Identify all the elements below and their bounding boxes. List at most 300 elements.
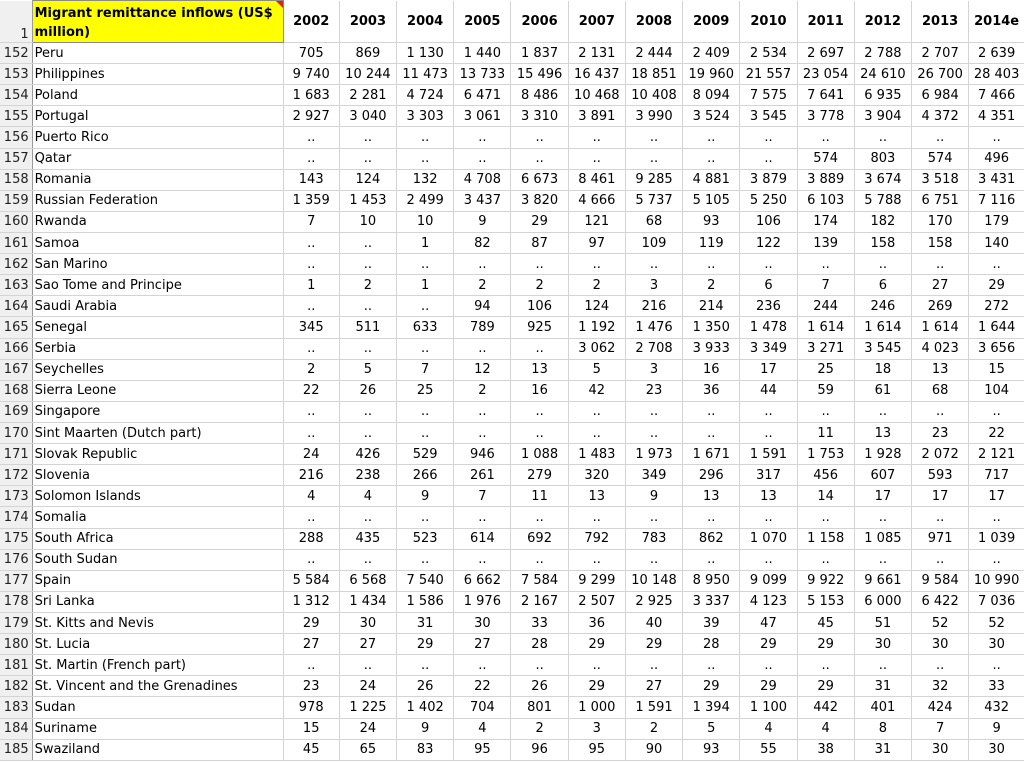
value-cell[interactable]: 17 [912, 486, 969, 507]
value-cell[interactable]: 9 584 [912, 570, 969, 591]
value-cell[interactable]: 6 [740, 275, 797, 296]
value-cell[interactable]: 30 [912, 634, 969, 655]
value-cell[interactable]: 7 466 [969, 85, 1024, 106]
value-cell[interactable]: .. [283, 127, 339, 148]
value-cell[interactable]: 7 575 [740, 85, 797, 106]
value-cell[interactable]: .. [397, 338, 454, 359]
value-cell[interactable]: 18 851 [625, 64, 682, 85]
country-cell[interactable]: Peru [32, 43, 283, 64]
value-cell[interactable]: 44 [740, 380, 797, 401]
value-cell[interactable]: .. [625, 127, 682, 148]
country-cell[interactable]: Swaziland [32, 739, 283, 760]
value-cell[interactable]: .. [740, 148, 797, 169]
value-cell[interactable]: .. [568, 655, 625, 676]
value-cell[interactable]: 7 584 [511, 570, 568, 591]
country-cell[interactable]: South Sudan [32, 549, 283, 570]
value-cell[interactable]: 23 054 [797, 64, 854, 85]
value-cell[interactable]: 2 697 [797, 43, 854, 64]
value-cell[interactable]: .. [283, 338, 339, 359]
value-cell[interactable]: 158 [854, 232, 911, 253]
value-cell[interactable]: 6 662 [454, 570, 511, 591]
value-cell[interactable]: 31 [397, 612, 454, 633]
value-cell[interactable]: 51 [854, 612, 911, 633]
value-cell[interactable]: 279 [511, 465, 568, 486]
value-cell[interactable]: 7 [454, 486, 511, 507]
value-cell[interactable]: 11 [797, 422, 854, 443]
value-cell[interactable]: 3 990 [625, 106, 682, 127]
country-cell[interactable]: Sint Maarten (Dutch part) [32, 422, 283, 443]
value-cell[interactable]: .. [797, 401, 854, 422]
value-cell[interactable]: 3 [625, 275, 682, 296]
row-number[interactable]: 170 [0, 422, 32, 443]
value-cell[interactable]: .. [625, 148, 682, 169]
row-number[interactable]: 179 [0, 612, 32, 633]
value-cell[interactable]: 2 499 [397, 190, 454, 211]
row-number[interactable]: 185 [0, 739, 32, 760]
value-cell[interactable]: .. [397, 127, 454, 148]
value-cell[interactable]: 15 496 [511, 64, 568, 85]
value-cell[interactable]: 13 733 [454, 64, 511, 85]
value-cell[interactable]: .. [740, 254, 797, 275]
value-cell[interactable]: .. [854, 401, 911, 422]
country-cell[interactable]: Somalia [32, 507, 283, 528]
value-cell[interactable]: 11 [511, 486, 568, 507]
value-cell[interactable]: 36 [683, 380, 740, 401]
row-number[interactable]: 159 [0, 190, 32, 211]
value-cell[interactable]: 269 [912, 296, 969, 317]
value-cell[interactable]: 1 591 [740, 444, 797, 465]
row-number[interactable]: 174 [0, 507, 32, 528]
value-cell[interactable]: 22 [454, 676, 511, 697]
value-cell[interactable]: 13 [854, 422, 911, 443]
row-number[interactable]: 171 [0, 444, 32, 465]
value-cell[interactable]: 6 000 [854, 591, 911, 612]
value-cell[interactable]: 3 891 [568, 106, 625, 127]
value-cell[interactable]: 68 [912, 380, 969, 401]
value-cell[interactable]: 30 [854, 634, 911, 655]
value-cell[interactable]: 6 422 [912, 591, 969, 612]
value-cell[interactable]: .. [339, 549, 396, 570]
value-cell[interactable]: 5 [339, 359, 396, 380]
value-cell[interactable]: 29 [568, 676, 625, 697]
value-cell[interactable]: 3 933 [683, 338, 740, 359]
value-cell[interactable]: 523 [397, 528, 454, 549]
value-cell[interactable]: .. [568, 549, 625, 570]
value-cell[interactable]: .. [283, 507, 339, 528]
value-cell[interactable]: 4 708 [454, 169, 511, 190]
value-cell[interactable]: 2 [454, 380, 511, 401]
value-cell[interactable]: .. [854, 507, 911, 528]
value-cell[interactable]: 29 [397, 634, 454, 655]
value-cell[interactable]: 16 437 [568, 64, 625, 85]
value-cell[interactable]: 1 085 [854, 528, 911, 549]
country-cell[interactable]: Spain [32, 570, 283, 591]
value-cell[interactable]: 3 [568, 718, 625, 739]
value-cell[interactable]: .. [683, 127, 740, 148]
value-cell[interactable]: 29 [740, 676, 797, 697]
value-cell[interactable]: .. [568, 507, 625, 528]
value-cell[interactable]: 13 [740, 486, 797, 507]
value-cell[interactable]: .. [339, 338, 396, 359]
row-number[interactable]: 175 [0, 528, 32, 549]
value-cell[interactable]: .. [397, 422, 454, 443]
value-cell[interactable]: 26 [397, 676, 454, 697]
country-cell[interactable]: Singapore [32, 401, 283, 422]
value-cell[interactable]: 1 359 [283, 190, 339, 211]
value-cell[interactable]: 26 [339, 380, 396, 401]
value-cell[interactable]: .. [625, 401, 682, 422]
value-cell[interactable]: 55 [740, 739, 797, 760]
value-cell[interactable]: 244 [797, 296, 854, 317]
value-cell[interactable]: 28 [511, 634, 568, 655]
value-cell[interactable]: 2 121 [969, 444, 1024, 465]
value-cell[interactable]: 4 [454, 718, 511, 739]
value-cell[interactable]: .. [683, 254, 740, 275]
value-cell[interactable]: 633 [397, 317, 454, 338]
value-cell[interactable]: 7 [797, 275, 854, 296]
value-cell[interactable]: 27 [454, 634, 511, 655]
value-cell[interactable]: 4 372 [912, 106, 969, 127]
value-cell[interactable]: 1 [397, 232, 454, 253]
value-cell[interactable]: .. [625, 507, 682, 528]
country-cell[interactable]: Sri Lanka [32, 591, 283, 612]
value-cell[interactable]: 16 [511, 380, 568, 401]
value-cell[interactable]: 8 486 [511, 85, 568, 106]
value-cell[interactable]: 216 [283, 465, 339, 486]
value-cell[interactable]: .. [397, 148, 454, 169]
value-cell[interactable]: 2 707 [912, 43, 969, 64]
value-cell[interactable]: 1 644 [969, 317, 1024, 338]
country-cell[interactable]: Samoa [32, 232, 283, 253]
value-cell[interactable]: 28 403 [969, 64, 1024, 85]
value-cell[interactable]: 29 [797, 676, 854, 697]
row-number[interactable]: 167 [0, 359, 32, 380]
value-cell[interactable]: .. [454, 655, 511, 676]
value-cell[interactable]: 124 [339, 169, 396, 190]
value-cell[interactable]: 2 281 [339, 85, 396, 106]
row-number[interactable]: 177 [0, 570, 32, 591]
value-cell[interactable]: 29 [797, 634, 854, 655]
value-cell[interactable]: 5 153 [797, 591, 854, 612]
row-number[interactable]: 172 [0, 465, 32, 486]
value-cell[interactable]: 10 244 [339, 64, 396, 85]
value-cell[interactable]: 9 [397, 718, 454, 739]
value-cell[interactable]: .. [969, 254, 1024, 275]
value-cell[interactable]: 288 [283, 528, 339, 549]
value-cell[interactable]: .. [283, 401, 339, 422]
value-cell[interactable]: 9 [969, 718, 1024, 739]
value-cell[interactable]: 4 [797, 718, 854, 739]
value-cell[interactable]: 158 [912, 232, 969, 253]
value-cell[interactable]: 3 437 [454, 190, 511, 211]
value-cell[interactable]: 3 349 [740, 338, 797, 359]
value-cell[interactable]: 31 [854, 676, 911, 697]
value-cell[interactable]: 3 904 [854, 106, 911, 127]
value-cell[interactable]: 8 461 [568, 169, 625, 190]
value-cell[interactable]: 1 350 [683, 317, 740, 338]
value-cell[interactable]: 47 [740, 612, 797, 633]
value-cell[interactable]: .. [339, 148, 396, 169]
value-cell[interactable]: 83 [397, 739, 454, 760]
value-cell[interactable]: 106 [740, 211, 797, 232]
value-cell[interactable]: 9 [397, 486, 454, 507]
value-cell[interactable]: 2 [339, 275, 396, 296]
value-cell[interactable]: 132 [397, 169, 454, 190]
value-cell[interactable]: 946 [454, 444, 511, 465]
value-cell[interactable]: 1 100 [740, 697, 797, 718]
value-cell[interactable]: 320 [568, 465, 625, 486]
value-cell[interactable]: 139 [797, 232, 854, 253]
row-number[interactable]: 157 [0, 148, 32, 169]
row-number[interactable]: 182 [0, 676, 32, 697]
value-cell[interactable]: 3 337 [683, 591, 740, 612]
value-cell[interactable]: 496 [969, 148, 1024, 169]
value-cell[interactable]: 2 [511, 718, 568, 739]
value-cell[interactable]: 442 [797, 697, 854, 718]
value-cell[interactable]: 10 990 [969, 570, 1024, 591]
value-cell[interactable]: 65 [339, 739, 396, 760]
value-cell[interactable]: .. [969, 127, 1024, 148]
value-cell[interactable]: 607 [854, 465, 911, 486]
value-cell[interactable]: .. [683, 549, 740, 570]
value-cell[interactable]: 1 973 [625, 444, 682, 465]
value-cell[interactable]: 1 837 [511, 43, 568, 64]
value-cell[interactable]: .. [568, 148, 625, 169]
row-number[interactable]: 184 [0, 718, 32, 739]
value-cell[interactable]: 29 [740, 634, 797, 655]
value-cell[interactable]: 4 [740, 718, 797, 739]
row-number[interactable]: 176 [0, 549, 32, 570]
value-cell[interactable]: 31 [854, 739, 911, 760]
country-cell[interactable]: Suriname [32, 718, 283, 739]
country-cell[interactable]: Portugal [32, 106, 283, 127]
value-cell[interactable]: .. [969, 655, 1024, 676]
value-cell[interactable]: .. [397, 549, 454, 570]
value-cell[interactable]: 4 [339, 486, 396, 507]
country-cell[interactable]: Senegal [32, 317, 283, 338]
value-cell[interactable]: 14 [797, 486, 854, 507]
value-cell[interactable]: 96 [511, 739, 568, 760]
value-cell[interactable]: 17 [854, 486, 911, 507]
value-cell[interactable]: 2 131 [568, 43, 625, 64]
value-cell[interactable]: .. [283, 549, 339, 570]
value-cell[interactable]: 13 [568, 486, 625, 507]
value-cell[interactable]: 3 524 [683, 106, 740, 127]
value-cell[interactable]: 792 [568, 528, 625, 549]
row-number[interactable]: 161 [0, 232, 32, 253]
value-cell[interactable]: 3 303 [397, 106, 454, 127]
value-cell[interactable]: .. [454, 127, 511, 148]
value-cell[interactable]: 317 [740, 465, 797, 486]
value-cell[interactable]: .. [568, 127, 625, 148]
value-cell[interactable]: 9 [625, 486, 682, 507]
value-cell[interactable]: 27 [912, 275, 969, 296]
value-cell[interactable]: .. [912, 254, 969, 275]
country-cell[interactable]: Philippines [32, 64, 283, 85]
value-cell[interactable]: 21 557 [740, 64, 797, 85]
row-number[interactable]: 1 [0, 1, 32, 43]
value-cell[interactable]: .. [912, 655, 969, 676]
row-number[interactable]: 153 [0, 64, 32, 85]
value-cell[interactable]: 11 473 [397, 64, 454, 85]
country-cell[interactable]: St. Kitts and Nevis [32, 612, 283, 633]
value-cell[interactable]: 5 [568, 359, 625, 380]
value-cell[interactable]: 25 [397, 380, 454, 401]
value-cell[interactable]: 27 [625, 676, 682, 697]
country-cell[interactable]: Seychelles [32, 359, 283, 380]
value-cell[interactable]: 121 [568, 211, 625, 232]
value-cell[interactable]: 24 610 [854, 64, 911, 85]
value-cell[interactable]: 9 [454, 211, 511, 232]
year-header[interactable]: 2011 [797, 1, 854, 43]
country-cell[interactable]: Sao Tome and Principe [32, 275, 283, 296]
value-cell[interactable]: 30 [339, 612, 396, 633]
country-cell[interactable]: St. Vincent and the Grenadines [32, 676, 283, 697]
value-cell[interactable]: 1 130 [397, 43, 454, 64]
country-cell[interactable]: Saudi Arabia [32, 296, 283, 317]
value-cell[interactable]: .. [397, 254, 454, 275]
value-cell[interactable]: 7 [283, 211, 339, 232]
value-cell[interactable]: .. [397, 401, 454, 422]
value-cell[interactable]: 16 [683, 359, 740, 380]
value-cell[interactable]: 435 [339, 528, 396, 549]
value-cell[interactable]: .. [283, 296, 339, 317]
value-cell[interactable]: 95 [454, 739, 511, 760]
value-cell[interactable]: 1 434 [339, 591, 396, 612]
value-cell[interactable]: 9 661 [854, 570, 911, 591]
value-cell[interactable]: 87 [511, 232, 568, 253]
value-cell[interactable]: 174 [797, 211, 854, 232]
value-cell[interactable]: 22 [969, 422, 1024, 443]
value-cell[interactable]: 33 [969, 676, 1024, 697]
value-cell[interactable]: .. [912, 401, 969, 422]
value-cell[interactable]: .. [912, 507, 969, 528]
value-cell[interactable]: .. [454, 507, 511, 528]
value-cell[interactable]: 61 [854, 380, 911, 401]
value-cell[interactable]: 593 [912, 465, 969, 486]
value-cell[interactable]: 6 568 [339, 570, 396, 591]
value-cell[interactable]: 95 [568, 739, 625, 760]
value-cell[interactable]: 38 [797, 739, 854, 760]
value-cell[interactable]: 705 [283, 43, 339, 64]
value-cell[interactable]: .. [511, 254, 568, 275]
value-cell[interactable]: 29 [568, 634, 625, 655]
value-cell[interactable]: .. [283, 655, 339, 676]
value-cell[interactable]: 3 545 [854, 338, 911, 359]
value-cell[interactable]: 23 [283, 676, 339, 697]
value-cell[interactable]: 1 614 [797, 317, 854, 338]
value-cell[interactable]: 3 674 [854, 169, 911, 190]
value-cell[interactable]: 426 [339, 444, 396, 465]
value-cell[interactable]: 4 724 [397, 85, 454, 106]
value-cell[interactable]: 2 507 [568, 591, 625, 612]
value-cell[interactable]: .. [511, 338, 568, 359]
country-cell[interactable]: Sudan [32, 697, 283, 718]
value-cell[interactable]: 29 [511, 211, 568, 232]
value-cell[interactable]: 10 [397, 211, 454, 232]
value-cell[interactable]: 15 [283, 718, 339, 739]
value-cell[interactable]: 717 [969, 465, 1024, 486]
row-number[interactable]: 158 [0, 169, 32, 190]
value-cell[interactable]: 5 788 [854, 190, 911, 211]
value-cell[interactable]: .. [625, 254, 682, 275]
value-cell[interactable]: .. [339, 232, 396, 253]
value-cell[interactable]: 1 000 [568, 697, 625, 718]
value-cell[interactable]: .. [339, 507, 396, 528]
value-cell[interactable]: .. [397, 296, 454, 317]
value-cell[interactable]: 246 [854, 296, 911, 317]
value-cell[interactable]: .. [568, 254, 625, 275]
year-header[interactable]: 2008 [625, 1, 682, 43]
value-cell[interactable]: 3 889 [797, 169, 854, 190]
value-cell[interactable]: 1 312 [283, 591, 339, 612]
value-cell[interactable]: .. [683, 422, 740, 443]
value-cell[interactable]: .. [454, 401, 511, 422]
value-cell[interactable]: 7 [912, 718, 969, 739]
value-cell[interactable]: 27 [283, 634, 339, 655]
value-cell[interactable]: 2 [454, 275, 511, 296]
country-cell[interactable]: Solomon Islands [32, 486, 283, 507]
year-header[interactable]: 2004 [397, 1, 454, 43]
value-cell[interactable]: 4 023 [912, 338, 969, 359]
value-cell[interactable]: 1 [283, 275, 339, 296]
value-cell[interactable]: .. [740, 422, 797, 443]
value-cell[interactable]: .. [740, 127, 797, 148]
value-cell[interactable]: 1 158 [797, 528, 854, 549]
value-cell[interactable]: 2 [283, 359, 339, 380]
value-cell[interactable]: .. [854, 655, 911, 676]
value-cell[interactable]: .. [283, 232, 339, 253]
value-cell[interactable]: .. [740, 549, 797, 570]
value-cell[interactable]: 6 [854, 275, 911, 296]
value-cell[interactable]: 3 310 [511, 106, 568, 127]
value-cell[interactable]: 692 [511, 528, 568, 549]
value-cell[interactable]: 1 976 [454, 591, 511, 612]
value-cell[interactable]: .. [283, 148, 339, 169]
value-cell[interactable]: 24 [283, 444, 339, 465]
value-cell[interactable]: .. [511, 401, 568, 422]
value-cell[interactable]: 26 700 [912, 64, 969, 85]
value-cell[interactable]: .. [339, 254, 396, 275]
country-cell[interactable]: Qatar [32, 148, 283, 169]
value-cell[interactable]: 2 [683, 275, 740, 296]
value-cell[interactable]: 59 [797, 380, 854, 401]
value-cell[interactable]: .. [912, 549, 969, 570]
value-cell[interactable]: 122 [740, 232, 797, 253]
value-cell[interactable]: 3 656 [969, 338, 1024, 359]
value-cell[interactable]: 13 [683, 486, 740, 507]
value-cell[interactable]: 3 040 [339, 106, 396, 127]
value-cell[interactable]: 2 925 [625, 591, 682, 612]
value-cell[interactable]: 8 950 [683, 570, 740, 591]
value-cell[interactable]: 1 088 [511, 444, 568, 465]
year-header[interactable]: 2007 [568, 1, 625, 43]
value-cell[interactable]: 9 922 [797, 570, 854, 591]
row-number[interactable]: 164 [0, 296, 32, 317]
value-cell[interactable]: 2 167 [511, 591, 568, 612]
country-cell[interactable]: Romania [32, 169, 283, 190]
value-cell[interactable]: .. [683, 148, 740, 169]
value-cell[interactable]: 1 225 [339, 697, 396, 718]
value-cell[interactable]: 97 [568, 232, 625, 253]
value-cell[interactable]: 1 671 [683, 444, 740, 465]
value-cell[interactable]: 93 [683, 739, 740, 760]
value-cell[interactable]: 179 [969, 211, 1024, 232]
value-cell[interactable]: 12 [454, 359, 511, 380]
year-header[interactable]: 2005 [454, 1, 511, 43]
value-cell[interactable]: 45 [797, 612, 854, 633]
value-cell[interactable]: .. [511, 549, 568, 570]
